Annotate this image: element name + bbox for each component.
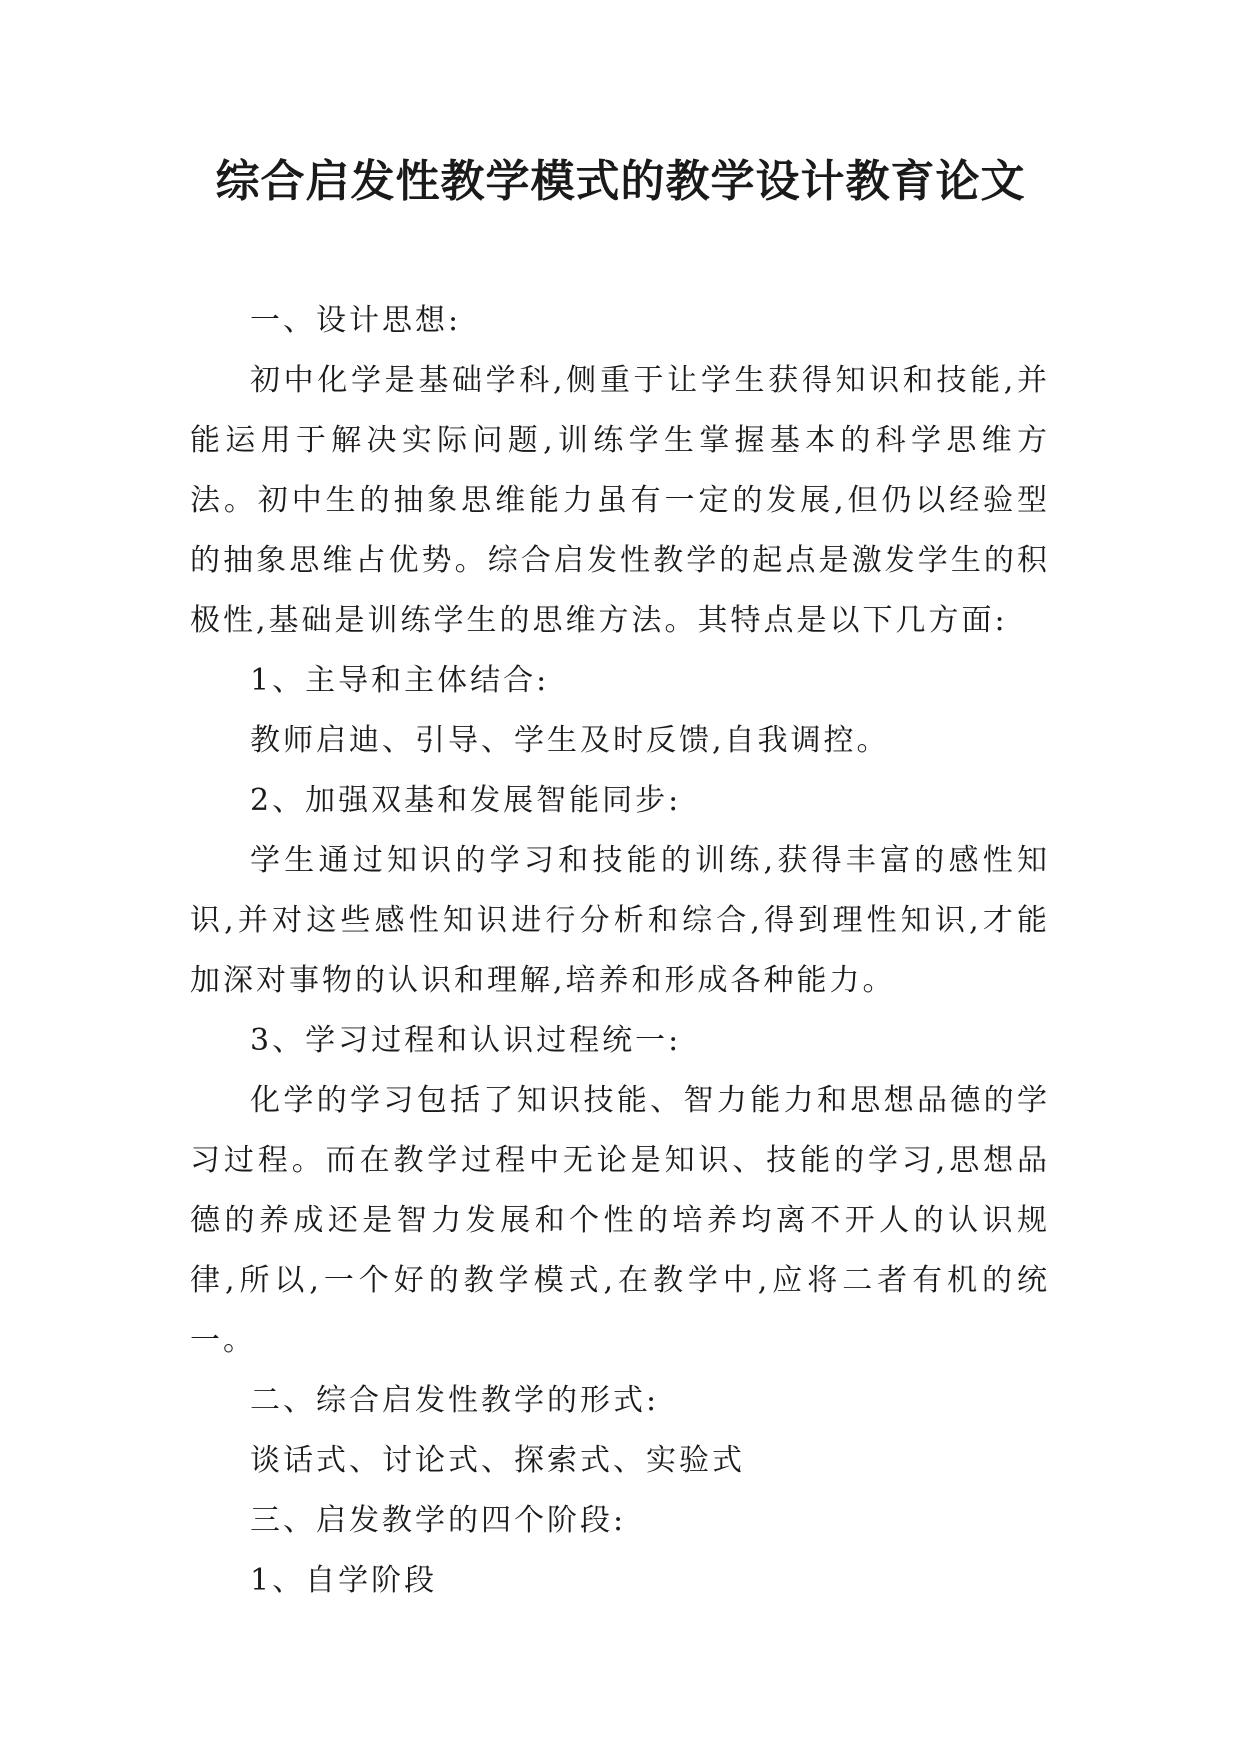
subsection-heading: 1、自学阶段: [250, 1563, 438, 1598]
body-paragraph: 初中化学是基础学科,侧重于让学生获得知识和技能,并能运用于解决实际问题,训练学生掌握基本的科学思维方法。初中生的抽象思维能力虽有一定的发展,但仍以经验型的抽象思维占优势。综合启发性教学的起点是激发学生的积极性,基础是训练学生的思维方法。其特点是以下几方面:: [190, 363, 1050, 638]
section-heading: 一、设计思想:: [250, 303, 462, 338]
subsection-heading: 3、学习过程和认识过程统一:: [250, 1023, 682, 1058]
section-heading: 二、综合启发性教学的形式:: [250, 1383, 660, 1418]
body-paragraph: 化学的学习包括了知识技能、智力能力和思想品德的学习过程。而在教学过程中无论是知识、技能的学习,思想品德的养成还是智力发展和个性的培养均离不开人的认识规律,所以,一个好的教学模式,在教学中,应将二者有机的统一。: [190, 1083, 1050, 1358]
body-paragraph: 教师启迪、引导、学生及时反馈,自我调控。: [250, 723, 890, 758]
subsection-heading: 2、加强双基和发展智能同步:: [250, 783, 682, 818]
section-heading: 三、启发教学的四个阶段:: [250, 1503, 627, 1538]
page-title: 综合启发性教学模式的教学设计教育论文: [215, 156, 1026, 207]
body-paragraph: 谈话式、讨论式、探索式、实验式: [250, 1443, 745, 1478]
body-paragraph: 学生通过知识的学习和技能的训练,获得丰富的感性知识,并对这些感性知识进行分析和综合,得到理性知识,才能加深对事物的认识和理解,培养和形成各种能力。: [190, 843, 1050, 998]
subsection-heading: 1、主导和主体结合:: [250, 663, 550, 698]
document-body: [190, 291, 1050, 1611]
